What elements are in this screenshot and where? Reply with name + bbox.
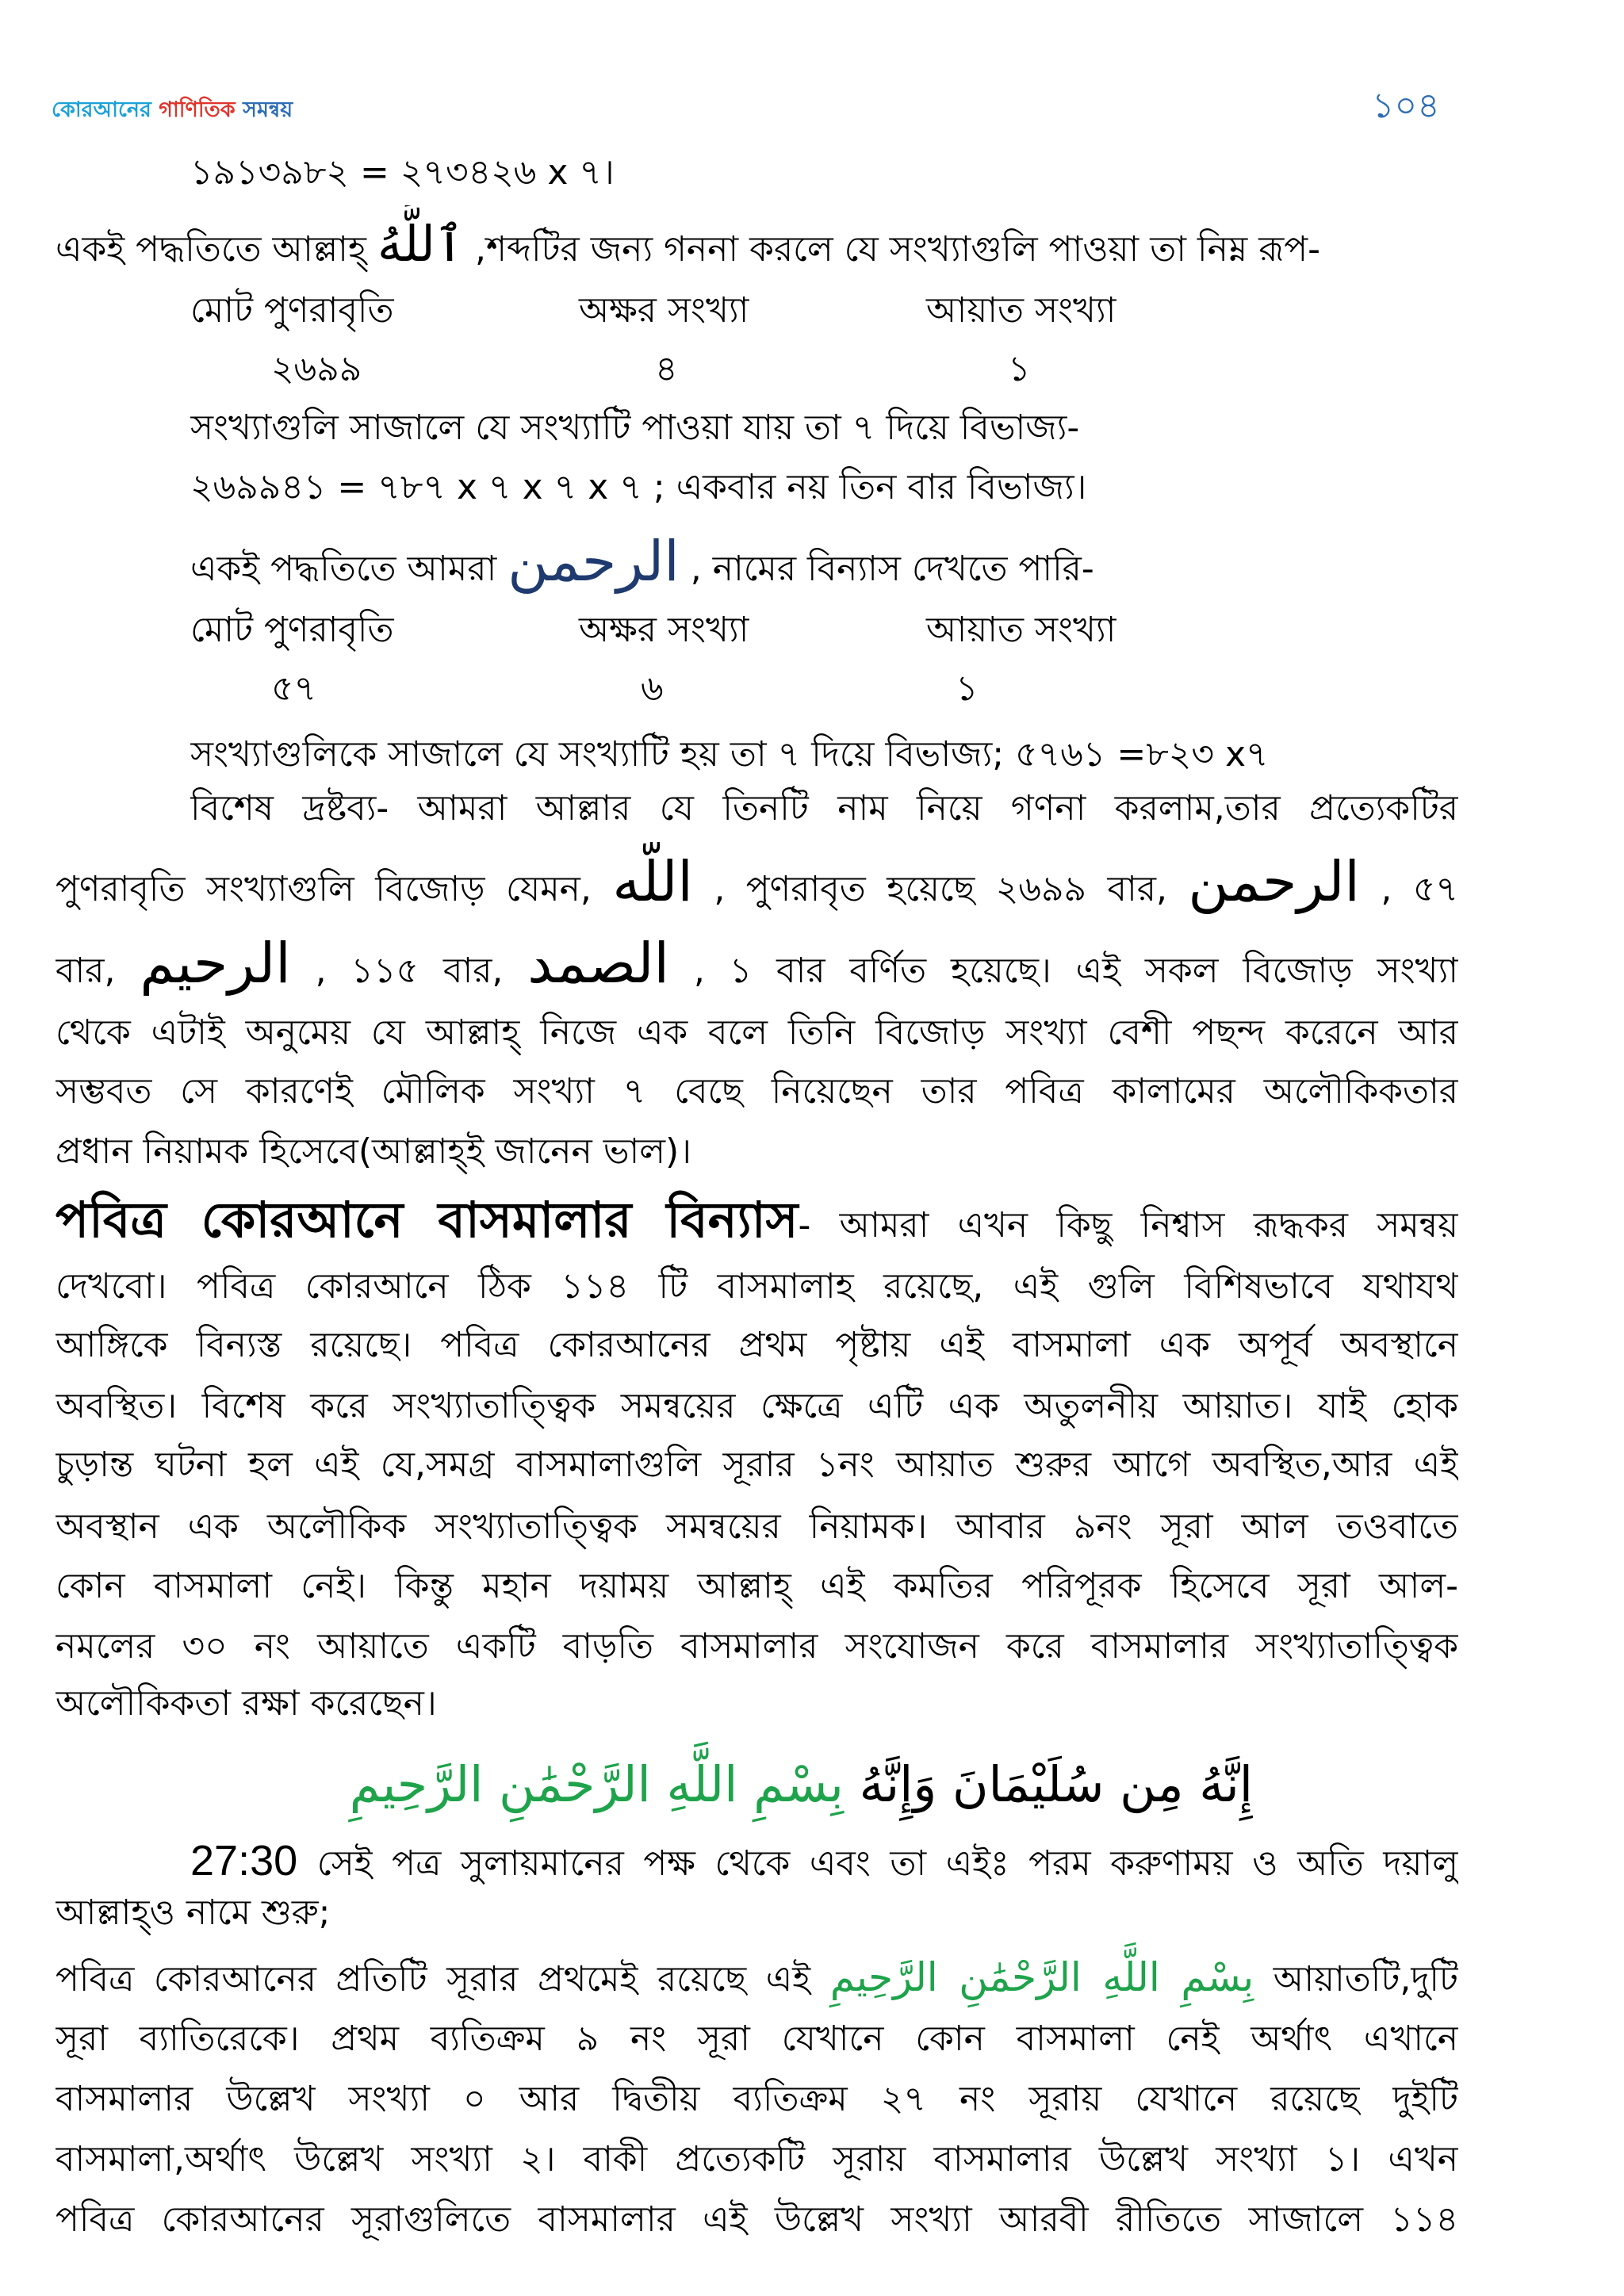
allah-table-value-row (0, 339, 1624, 400)
arabic-basmala: بِسْمِ اللَّهِ الرَّحْمَٰنِ الرَّحِيمِ (829, 1954, 1254, 2000)
table-header-cell: অক্ষর সংখ্যা (579, 290, 749, 331)
paragraph-line: অবস্থান এক অলৌকিক সংখ্যাতাত্ত্বিক সমন্বয়ের নিয়ামক। আবার ৯নং সূরা আল তওবাতে (56, 1506, 1458, 1547)
line-text: বার, (56, 951, 116, 991)
running-title-word: সমন্বয় (243, 98, 293, 122)
paragraph-line (56, 1184, 1458, 1257)
translation-line: আল্লাহ্ও নামে শুরু; (56, 1892, 331, 1933)
table-value-cell: ২৬৯৯ (271, 349, 362, 389)
translation-text: সেই পত্র সুলায়মানের পক্ষ থেকে এবং তা এইঃ পরম করুণাময় ও অতি দয়ালু (316, 1843, 1458, 1884)
table-value-cell: ৪ (655, 349, 678, 389)
paragraph-line: সম্ভবত সে কারণেই মৌলিক সংখ্যা ৭ বেছে নিয়েছেন তার পবিত্র কালামের অলৌকিকতার (56, 1071, 1458, 1112)
arrange-line: সংখ্যাগুলি সাজালে যে সংখ্যাটি পাওয়া যায় তা ৭ দিয়ে বিভাজ্য- (190, 408, 1080, 448)
paragraph-line: থেকে এটাই অনুমেয় যে আল্লাহ্ নিজে এক বলে তিনি বিজোড় সংখ্যা বেশী পছন্দ করেনে আর (56, 1012, 1458, 1053)
paragraph-line: আঙ্গিকে বিন্যস্ত রয়েছে। পবিত্র কোরআনের প্রথম পৃষ্টায় এই বাসমালা এক অপূর্ব অবস্থানে (56, 1325, 1458, 1365)
paragraph-line: অলৌকিকতা রক্ষা করেছেন। (56, 1683, 437, 1724)
table-value-cell: ১ (1008, 349, 1031, 389)
verse-prefix: إِنَّهُ مِن سُلَيْمَانَ وَإِنَّهُ (859, 1755, 1253, 1813)
running-title-word: গাণিতিক (159, 98, 236, 122)
arabic-word-samad: الصمد (527, 931, 669, 996)
table-value-cell: ১ (956, 668, 979, 709)
paragraph-line: কোন বাসমালা নেই। কিন্তু মহান দয়াময় আল্লাহ্ এই কমতির পরিপূরক হিসেবে সূরা আল- (56, 1566, 1458, 1606)
equation-line: ১৯১৩৯৮২ = ২৭৩৪২৬ x ৭। (190, 152, 615, 193)
arabic-word-allah: ٱللَّهُ (377, 215, 465, 273)
paragraph-line: প্রধান নিয়ামক হিসেবে(আল্লাহ্ই জানেন ভাল)। (56, 1131, 691, 1172)
table-header-cell: অক্ষর সংখ্যা (579, 610, 749, 650)
table-value-cell: ৫৭ (271, 668, 317, 709)
line-text: আয়াতটি,দুটি (1273, 1959, 1458, 1999)
allah-table-header-row (0, 281, 1624, 341)
arabic-word-rahman: الرحمن (1188, 849, 1360, 914)
line-text: , ৫৭ (1381, 869, 1458, 909)
paragraph-line: বাসমালার উল্লেখ সংখ্যা ০ আর দ্বিতীয় ব্যতিক্রম ২৭ নং সূরায় যেখানে রয়েছে দুইটি (56, 2079, 1458, 2119)
running-header (52, 94, 293, 127)
paragraph-line (56, 842, 1458, 937)
table-header-cell: আয়াত সংখ্যা (926, 610, 1116, 650)
section-heading: পবিত্র কোরআনে বাসমালার বিন্যাস (56, 1191, 799, 1249)
paragraph-line: বিশেষ দ্রষ্টব্য- আমরা আল্লার যে তিনটি নাম নিয়ে গণনা করলাম,তার প্রত্যেকটির (190, 788, 1458, 828)
intro-text: ,শব্দটির জন্য গননা করলে যে সংখ্যাগুলি পাওয়া তা নিম্ন রূপ- (475, 229, 1320, 270)
page-number: ১০৪ (1372, 86, 1440, 126)
arabic-word-allah: اللّه (612, 849, 693, 914)
intro-text: , নামের বিন্যাস দেখতে পারি- (690, 549, 1094, 589)
table-header-cell: আয়াত সংখ্যা (926, 290, 1116, 331)
arabic-verse (190, 1737, 1253, 1832)
arabic-word-rahim: الرحيم (140, 931, 291, 996)
intro-text: একই পদ্ধতিতে আল্লাহ্ (56, 229, 367, 270)
table-header-cell: মোট পুণরাবৃতি (190, 610, 394, 650)
line-text: পুণরাবৃতি সংখ্যাগুলি বিজোড় যেমন, (56, 869, 592, 909)
division-line: ২৬৯৯৪১ = ৭৮৭ x ৭ x ৭ x ৭ ; একবার নয় তিন বার বিভাজ্য। (190, 467, 1087, 507)
paragraph-line: বাসমালা,অর্থাৎ উল্লেখ সংখ্যা ২। বাকী প্রত্যেকটি সূরায় বাসমালার উল্লেখ সংখ্যা ১। এখন (56, 2139, 1458, 2179)
table-header-cell: মোট পুণরাবৃতি (190, 290, 394, 331)
paragraph-line: পবিত্র কোরআনের সূরাগুলিতে বাসমালার এই উল্লেখ সংখ্যা আরবী রীতিতে সাজালে ১১৪ (56, 2199, 1458, 2240)
paragraph-line: চুড়ান্ত ঘটনা হল এই যে,সমগ্র বাসমালাগুলি সূরার ১নং আয়াত শুরুর আগে অবস্থিত,আর এই (56, 1445, 1458, 1485)
line-text: , পুণরাবৃত হয়েছে ২৬৯৯ বার, (714, 869, 1167, 909)
line-text: - আমরা এখন কিছু নিশ্বাস রূদ্ধকর সমন্বয় (798, 1205, 1458, 1246)
line-text: পবিত্র কোরআনের প্রতিটি সূরার প্রথমেই রয়েছে এই (56, 1959, 811, 1999)
intro-text: একই পদ্ধতিতে আমরা (190, 549, 497, 589)
line-text: , ১১৫ বার, (315, 951, 504, 991)
running-title-word: কোরআনের (52, 98, 151, 122)
arabic-word-rahman: الرحمن (508, 529, 680, 594)
line-text: , ১ বার বর্ণিত হয়েছে। এই সকল বিজোড় সংখ্যা (693, 951, 1458, 991)
table-value-cell: ৬ (641, 668, 664, 709)
paragraph-line: অবস্থিত। বিশেষ করে সংখ্যাতাত্ত্বিক সমন্বয়ের ক্ষেত্রে এটি এক অতুলনীয় আয়াত। যাই হোক (56, 1386, 1458, 1426)
division-line: সংখ্যাগুলিকে সাজালে যে সংখ্যাটি হয় তা ৭ দিয়ে বিভাজ্য; ৫৭৬১ =৮২৩ x৭ (190, 734, 1269, 775)
verse-basmala: بِسْمِ اللَّهِ الرَّحْمَٰنِ الرَّحِيمِ (349, 1755, 844, 1813)
verse-reference: 27:30 (190, 1837, 298, 1885)
rahman-table-value-row (0, 659, 1624, 719)
paragraph-line: দেখবো। পবিত্র কোরআনে ঠিক ১১৪ টি বাসমালাহ রয়েছে, এই গুলি বিশিষভাবে যথাযথ (56, 1266, 1458, 1307)
paragraph-line: নমলের ৩০ নং আয়াতে একটি বাড়তি বাসমালার সংযোজন করে বাসমালার সংখ্যাতাত্ত্বিক (56, 1626, 1458, 1667)
paragraph-line: সূরা ব্যাতিরেকে। প্রথম ব্যতিক্রম ৯ নং সূরা যেখানে কোন বাসমালা নেই অর্থাৎ এখানে (56, 2019, 1458, 2059)
rahman-table-header-row (0, 600, 1624, 660)
